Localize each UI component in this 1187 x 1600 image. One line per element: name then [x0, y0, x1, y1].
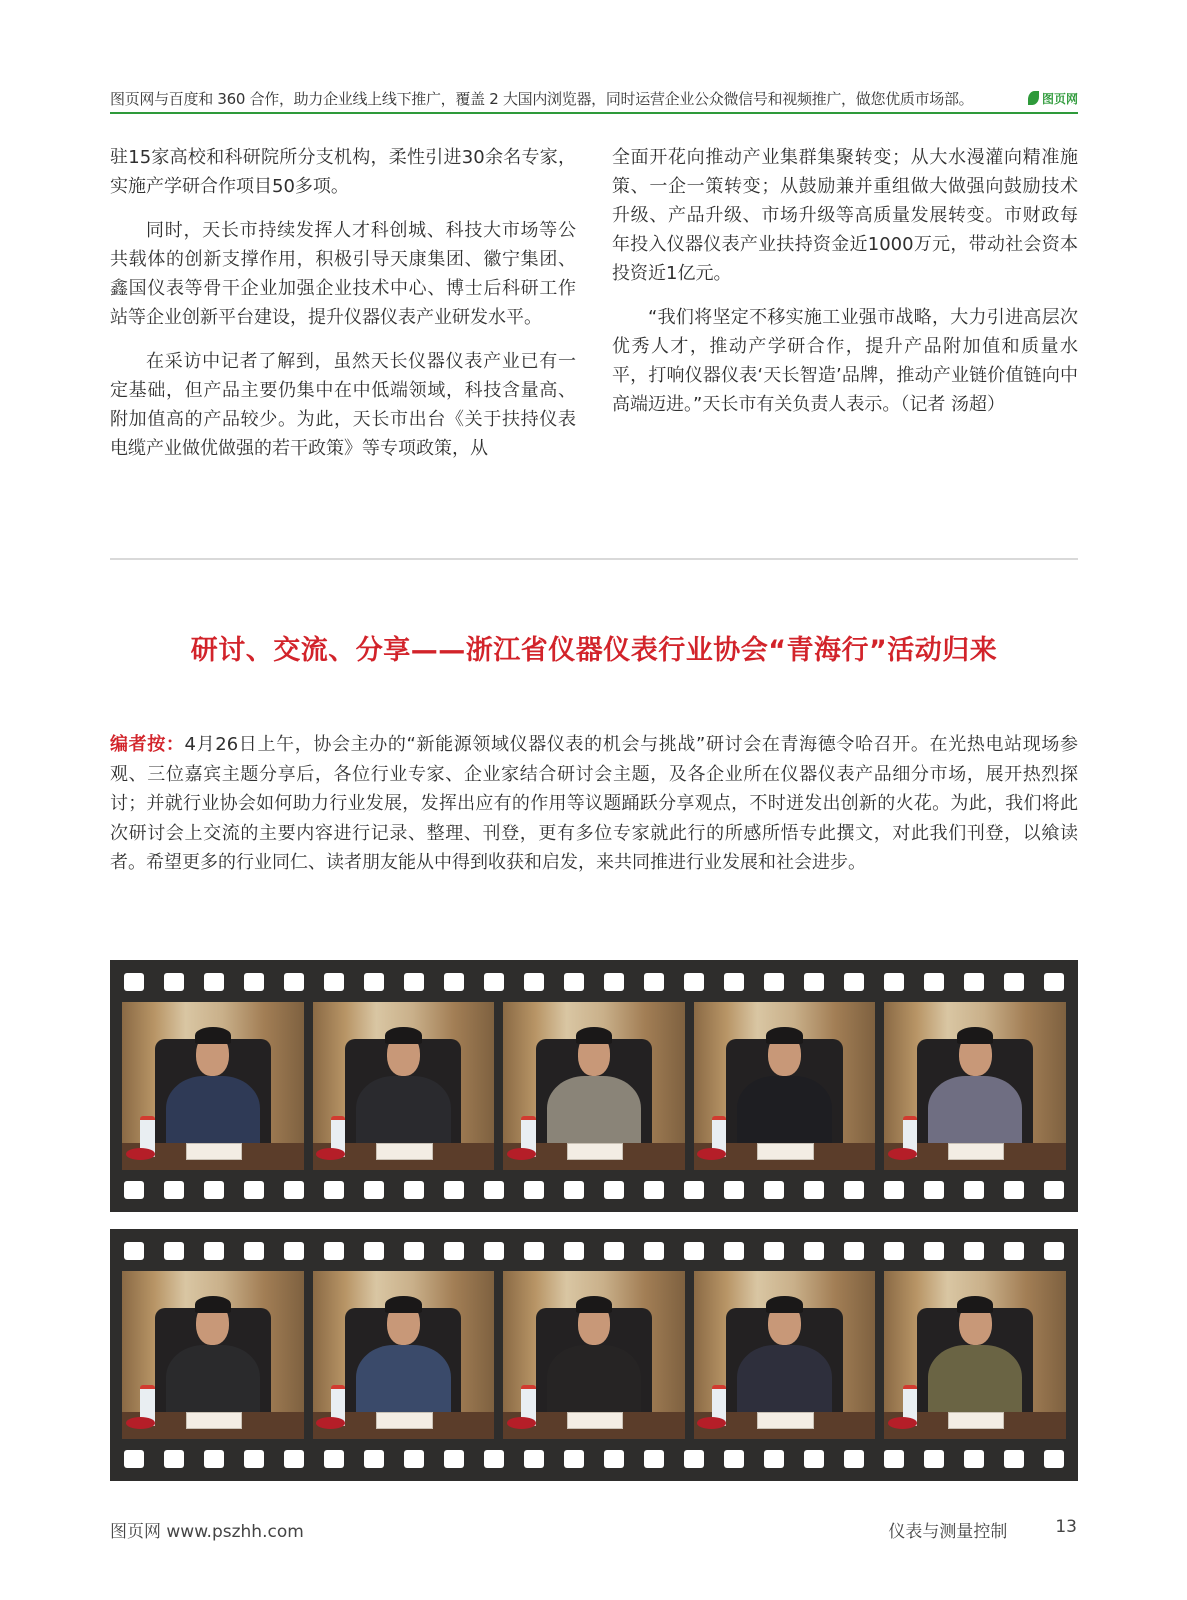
sprocket-hole	[844, 973, 864, 991]
sprocket-hole	[924, 1181, 944, 1199]
logo-text: 图页网	[1041, 91, 1078, 106]
sprocket-hole	[804, 973, 824, 991]
photo-nameplate	[757, 1412, 813, 1429]
sprocket-hole	[1044, 1242, 1064, 1260]
sprocket-hole	[644, 1242, 664, 1260]
photo-hair	[576, 1027, 612, 1044]
right-paragraph-2: “我们将坚定不移实施工业强市战略，大力引进高层次优秀人才，推动产学研合作，提升产品附加值和质量水平，打响仪器仪表‘天长智造’品牌，推动产业链价值链向中高端迈进。”天长市有关负责人表示。（记者 汤超）	[612, 307, 1078, 415]
sprocket-hole	[364, 1181, 384, 1199]
photo-apples	[888, 1148, 917, 1160]
photo-hair	[195, 1027, 231, 1044]
sprocket-holes	[124, 1181, 1064, 1199]
sprocket-hole	[884, 1242, 904, 1260]
sprocket-hole	[404, 1181, 424, 1199]
sprocket-hole	[124, 1450, 144, 1468]
sprocket-hole	[764, 1242, 784, 1260]
sprocket-hole	[604, 1181, 624, 1199]
photo-frames	[122, 1002, 1066, 1170]
sprocket-hole	[284, 1450, 304, 1468]
footer-site: 图页网 www.pszhh.com	[110, 1522, 304, 1542]
sprocket-hole	[684, 1450, 704, 1468]
sprocket-hole	[684, 1181, 704, 1199]
sprocket-hole	[244, 1181, 264, 1199]
participant-photo	[313, 1002, 495, 1170]
sprocket-hole	[524, 1450, 544, 1468]
participant-photo	[122, 1271, 304, 1439]
sprocket-hole	[204, 1450, 224, 1468]
sprocket-hole	[524, 1181, 544, 1199]
sprocket-hole	[324, 1242, 344, 1260]
sprocket-hole	[244, 1450, 264, 1468]
sprocket-hole	[404, 973, 424, 991]
sprocket-hole	[924, 973, 944, 991]
sprocket-hole	[604, 1242, 624, 1260]
sprocket-hole	[564, 973, 584, 991]
sprocket-holes	[124, 1242, 1064, 1260]
site-logo[interactable]	[1028, 90, 1078, 107]
photo-hair	[385, 1027, 421, 1044]
sprocket-hole	[964, 1450, 984, 1468]
sprocket-hole	[564, 1181, 584, 1199]
sprocket-hole	[324, 973, 344, 991]
editor-note	[110, 730, 1078, 878]
sprocket-hole	[404, 1450, 424, 1468]
sprocket-hole	[804, 1450, 824, 1468]
sprocket-hole	[204, 1181, 224, 1199]
section-divider	[110, 558, 1078, 560]
photo-nameplate	[948, 1412, 1004, 1429]
sprocket-hole	[644, 973, 664, 991]
sprocket-hole	[364, 1450, 384, 1468]
page-header	[110, 84, 1078, 114]
sprocket-hole	[684, 973, 704, 991]
sprocket-hole	[964, 973, 984, 991]
photo-hair	[195, 1296, 231, 1313]
sprocket-hole	[764, 1450, 784, 1468]
photo-nameplate	[376, 1143, 432, 1160]
sprocket-hole	[364, 973, 384, 991]
sprocket-hole	[204, 973, 224, 991]
sprocket-hole	[884, 1450, 904, 1468]
sprocket-hole	[964, 1181, 984, 1199]
sprocket-hole	[804, 1242, 824, 1260]
sprocket-hole	[724, 1242, 744, 1260]
sprocket-hole	[844, 1450, 864, 1468]
photo-hair	[385, 1296, 421, 1313]
photo-nameplate	[567, 1143, 623, 1160]
sprocket-hole	[164, 1450, 184, 1468]
sprocket-hole	[884, 1181, 904, 1199]
photo-hair	[766, 1296, 802, 1313]
sprocket-hole	[804, 1181, 824, 1199]
participant-photo	[313, 1271, 495, 1439]
left-paragraph-2: 同时，天长市持续发挥人才科创城、科技大市场等公共载体的创新支撑作用，积极引导天康集团、徽宁集团、鑫国仪表等骨干企业加强企业技术中心、博士后科研工作站等企业创新平台建设，提升仪器仪表产业研发水平。	[110, 220, 576, 328]
sprocket-hole	[364, 1242, 384, 1260]
footer-right	[888, 1517, 1077, 1542]
sprocket-hole	[564, 1242, 584, 1260]
participant-photo	[884, 1271, 1066, 1439]
sprocket-hole	[844, 1181, 864, 1199]
sprocket-hole	[404, 1242, 424, 1260]
sprocket-hole	[444, 973, 464, 991]
sprocket-hole	[724, 1450, 744, 1468]
sprocket-hole	[1004, 973, 1024, 991]
sprocket-hole	[164, 973, 184, 991]
sprocket-hole	[164, 1181, 184, 1199]
footer-magazine-name: 仪表与测量控制	[888, 1522, 1008, 1542]
sprocket-hole	[284, 1181, 304, 1199]
photo-nameplate	[186, 1412, 242, 1429]
sprocket-hole	[244, 973, 264, 991]
photo-apples	[316, 1417, 345, 1429]
sprocket-hole	[1004, 1181, 1024, 1199]
photo-hair	[766, 1027, 802, 1044]
photo-nameplate	[948, 1143, 1004, 1160]
sprocket-hole	[644, 1181, 664, 1199]
participant-photo	[122, 1002, 304, 1170]
photo-apples	[507, 1417, 536, 1429]
article-title: 研讨、交流、分享——浙江省仪器仪表行业协会“青海行”活动归来	[190, 635, 998, 666]
participant-photo	[884, 1002, 1066, 1170]
right-paragraph-1: 全面开花向推动产业集群集聚转变；从大水漫灌向精准施策、一企一策转变；从鼓励兼并重组做大做强向鼓励技术升级、产品升级、市场升级等高质量发展转变。市财政每年投入仪器仪表产业扶持资金近1000万元，带动社会资本投资近1亿元。	[612, 147, 1078, 284]
sprocket-hole	[484, 1450, 504, 1468]
sprocket-hole	[524, 973, 544, 991]
right-column	[612, 143, 1078, 434]
sprocket-hole	[484, 973, 504, 991]
sprocket-hole	[444, 1181, 464, 1199]
sprocket-hole	[964, 1242, 984, 1260]
sprocket-holes	[124, 973, 1064, 991]
sprocket-hole	[764, 973, 784, 991]
photo-hair	[957, 1296, 993, 1313]
sprocket-hole	[724, 1181, 744, 1199]
photo-apples	[507, 1148, 536, 1160]
left-paragraph-3: 在采访中记者了解到，虽然天长仪器仪表产业已有一定基础，但产品主要仍集中在中低端领域，科技含量高、附加值高的产品较少。为此，天长市出台《关于扶持仪表电缆产业做优做强的若干政策》等专项政策，从	[110, 351, 576, 459]
sprocket-hole	[484, 1181, 504, 1199]
leaf-logo-icon	[1028, 91, 1039, 105]
sprocket-hole	[204, 1242, 224, 1260]
sprocket-hole	[524, 1242, 544, 1260]
sprocket-hole	[284, 973, 304, 991]
sprocket-hole	[1044, 973, 1064, 991]
left-paragraph-1: 驻15家高校和科研院所分支机构，柔性引进30余名专家，实施产学研合作项目50多项。	[110, 147, 576, 197]
sprocket-hole	[484, 1242, 504, 1260]
photo-apples	[126, 1417, 155, 1429]
sprocket-hole	[1044, 1450, 1064, 1468]
sprocket-hole	[684, 1242, 704, 1260]
sprocket-hole	[884, 973, 904, 991]
photo-nameplate	[376, 1412, 432, 1429]
editor-note-text: 4月26日上午，协会主办的“新能源领域仪器仪表的机会与挑战”研讨会在青海德令哈召开。在光热电站现场参观、三位嘉宾主题分享后，各位行业专家、企业家结合研讨会主题，及各企业所在仪器仪表产品细分市场，展开热烈探讨；并就行业协会如何助力行业发展，发挥出应有的作用等议题踊跃分享观点，不时迸发出创新的火花。为此，我们将此次研讨会上交流的主要内容进行记录、整理、刊登，更有多位专家就此行的所感所悟专此撰文，对此我们刊登，以飨读者。希望更多的行业同仁、读者朋友能从中得到收获和启发，来共同推进行业发展和社会进步。	[110, 734, 1078, 873]
sprocket-hole	[764, 1181, 784, 1199]
sprocket-hole	[604, 973, 624, 991]
photo-nameplate	[757, 1143, 813, 1160]
photo-frames	[122, 1271, 1066, 1439]
participant-photo	[503, 1271, 685, 1439]
participant-photo	[694, 1002, 876, 1170]
sprocket-hole	[1004, 1450, 1024, 1468]
film-strip-top	[110, 960, 1078, 1212]
sprocket-hole	[164, 1242, 184, 1260]
sprocket-hole	[324, 1450, 344, 1468]
photo-nameplate	[186, 1143, 242, 1160]
sprocket-hole	[844, 1242, 864, 1260]
editor-note-lead: 编者按：	[110, 734, 185, 755]
sprocket-hole	[724, 973, 744, 991]
sprocket-hole	[924, 1450, 944, 1468]
header-promo-text: 图页网与百度和 360 合作，助力企业线上线下推广，覆盖 2 大国内浏览器，同时运营企业公众微信号和视频推广，做您优质市场部。	[110, 89, 974, 108]
sprocket-hole	[284, 1242, 304, 1260]
photo-hair	[957, 1027, 993, 1044]
sprocket-hole	[564, 1450, 584, 1468]
sprocket-hole	[124, 1181, 144, 1199]
sprocket-hole	[924, 1242, 944, 1260]
sprocket-hole	[604, 1450, 624, 1468]
photo-apples	[888, 1417, 917, 1429]
sprocket-hole	[124, 1242, 144, 1260]
sprocket-hole	[124, 973, 144, 991]
participant-photo	[503, 1002, 685, 1170]
sprocket-hole	[244, 1242, 264, 1260]
film-strip-bottom	[110, 1229, 1078, 1481]
sprocket-hole	[444, 1242, 464, 1260]
photo-apples	[126, 1148, 155, 1160]
sprocket-hole	[324, 1181, 344, 1199]
photo-hair	[576, 1296, 612, 1313]
page-number: 13	[1055, 1517, 1077, 1537]
sprocket-hole	[444, 1450, 464, 1468]
sprocket-hole	[1004, 1242, 1024, 1260]
photo-apples	[316, 1148, 345, 1160]
sprocket-hole	[644, 1450, 664, 1468]
sprocket-hole	[1044, 1181, 1064, 1199]
participant-photo	[694, 1271, 876, 1439]
sprocket-holes	[124, 1450, 1064, 1468]
left-column	[110, 143, 576, 478]
photo-nameplate	[567, 1412, 623, 1429]
